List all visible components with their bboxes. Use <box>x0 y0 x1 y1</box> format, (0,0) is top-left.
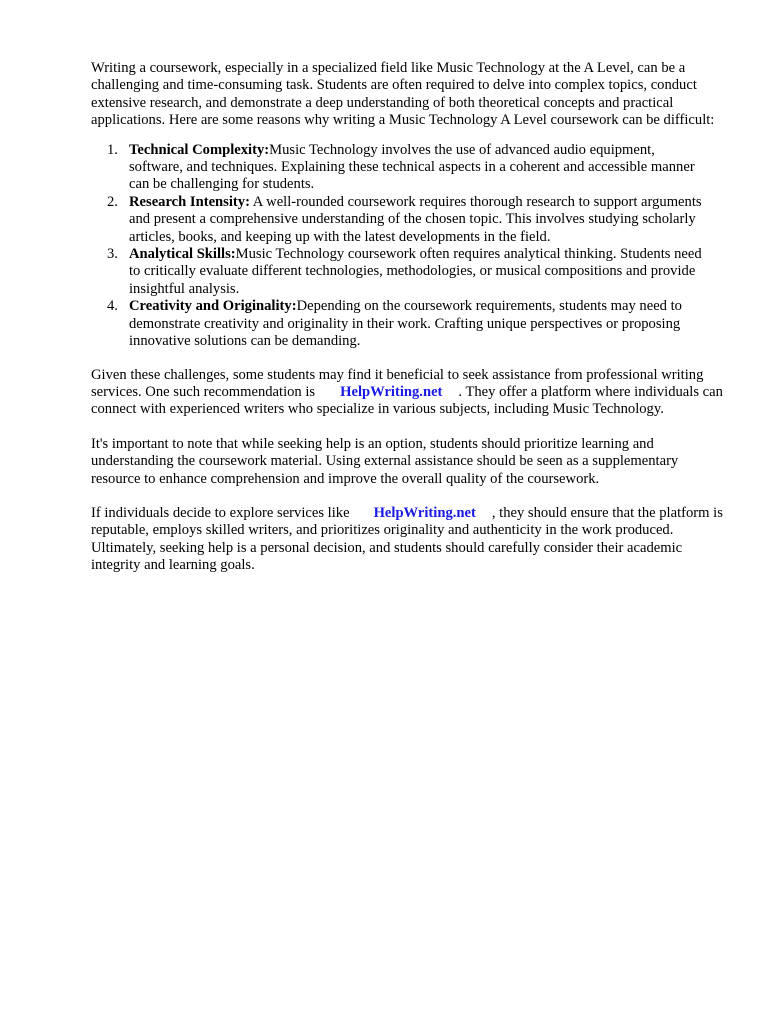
list-term: Technical Complexity: <box>129 141 270 158</box>
list-item <box>91 142 709 194</box>
paragraph-text: Given these challenges, some students may find it beneficial to seek assistance from professional writing services. One such recommendation is <box>91 366 704 400</box>
paragraph-text: . They offer a platform where individuals can connect with experienced writers who specialize in various subjects, including Music Technology. <box>91 383 723 418</box>
list-item <box>91 298 709 350</box>
document-body <box>91 60 731 592</box>
intro-paragraph: Writing a coursework, especially in a specialized field like Music Technology at the A Level, can be a challenging and time-consuming task. Students are often required to delve into complex topics, conduct extensive research, and demonstrate a deep understanding of both theoretical concepts and practical applications. Here are some reasons why writing a Music Technology A Level coursework can be difficult: <box>91 60 715 129</box>
list-text: A well-rounded coursework requires thorough research to support arguments and present a comprehensive understanding of the chosen topic. This involves studying scholarly articles, books, and keeping up with the latest developments in the field. <box>129 193 702 245</box>
list-item <box>91 246 709 298</box>
list-term: Creativity and Originality: <box>129 298 297 315</box>
list-number: 2. <box>107 193 118 210</box>
list-term: Analytical Skills: <box>129 246 236 263</box>
list-text: Music Technology coursework often requires analytical thinking. Students need to critically evaluate different technologies, methodologies, or musical compositions and provide insightful analysis. <box>129 246 702 297</box>
helpwriting-link[interactable]: HelpWriting.net <box>373 504 476 521</box>
helpwriting-link[interactable]: HelpWriting.net <box>340 383 443 400</box>
list-term: Research Intensity: <box>129 193 250 210</box>
conclusion-paragraph <box>91 505 731 575</box>
paragraph-text: , they should ensure that the platform is reputable, employs skilled writers, and prioritizes originality and authenticity in the work produced. Ultimately, seeking help is a personal decision, and students should carefully consider their academic integrity and learning goals. <box>91 504 723 574</box>
list-text: Music Technology involves the use of advanced audio equipment, software, and techniques. Explaining these technical aspects in a coherent and accessible manner can be challenging for students. <box>129 141 695 193</box>
note-paragraph: It's important to note that while seeking help is an option, students should prioritize learning and understanding the coursework material. Using external assistance should be seen as a supplementary resource to enhance comprehension and improve the overall quality of the coursework. <box>91 435 679 487</box>
paragraph-text: If individuals decide to explore services like <box>91 504 350 521</box>
list-number: 1. <box>107 141 118 158</box>
list-number: 4. <box>107 298 118 315</box>
list-item <box>91 194 709 246</box>
list-text: Depending on the coursework requirements, students may need to demonstrate creativity and originality in their work. Crafting unique perspectives or proposing innovative solutions can be demanding. <box>129 298 682 350</box>
list-number: 3. <box>107 246 118 263</box>
recommendation-paragraph <box>91 367 731 419</box>
reasons-list <box>91 142 731 351</box>
